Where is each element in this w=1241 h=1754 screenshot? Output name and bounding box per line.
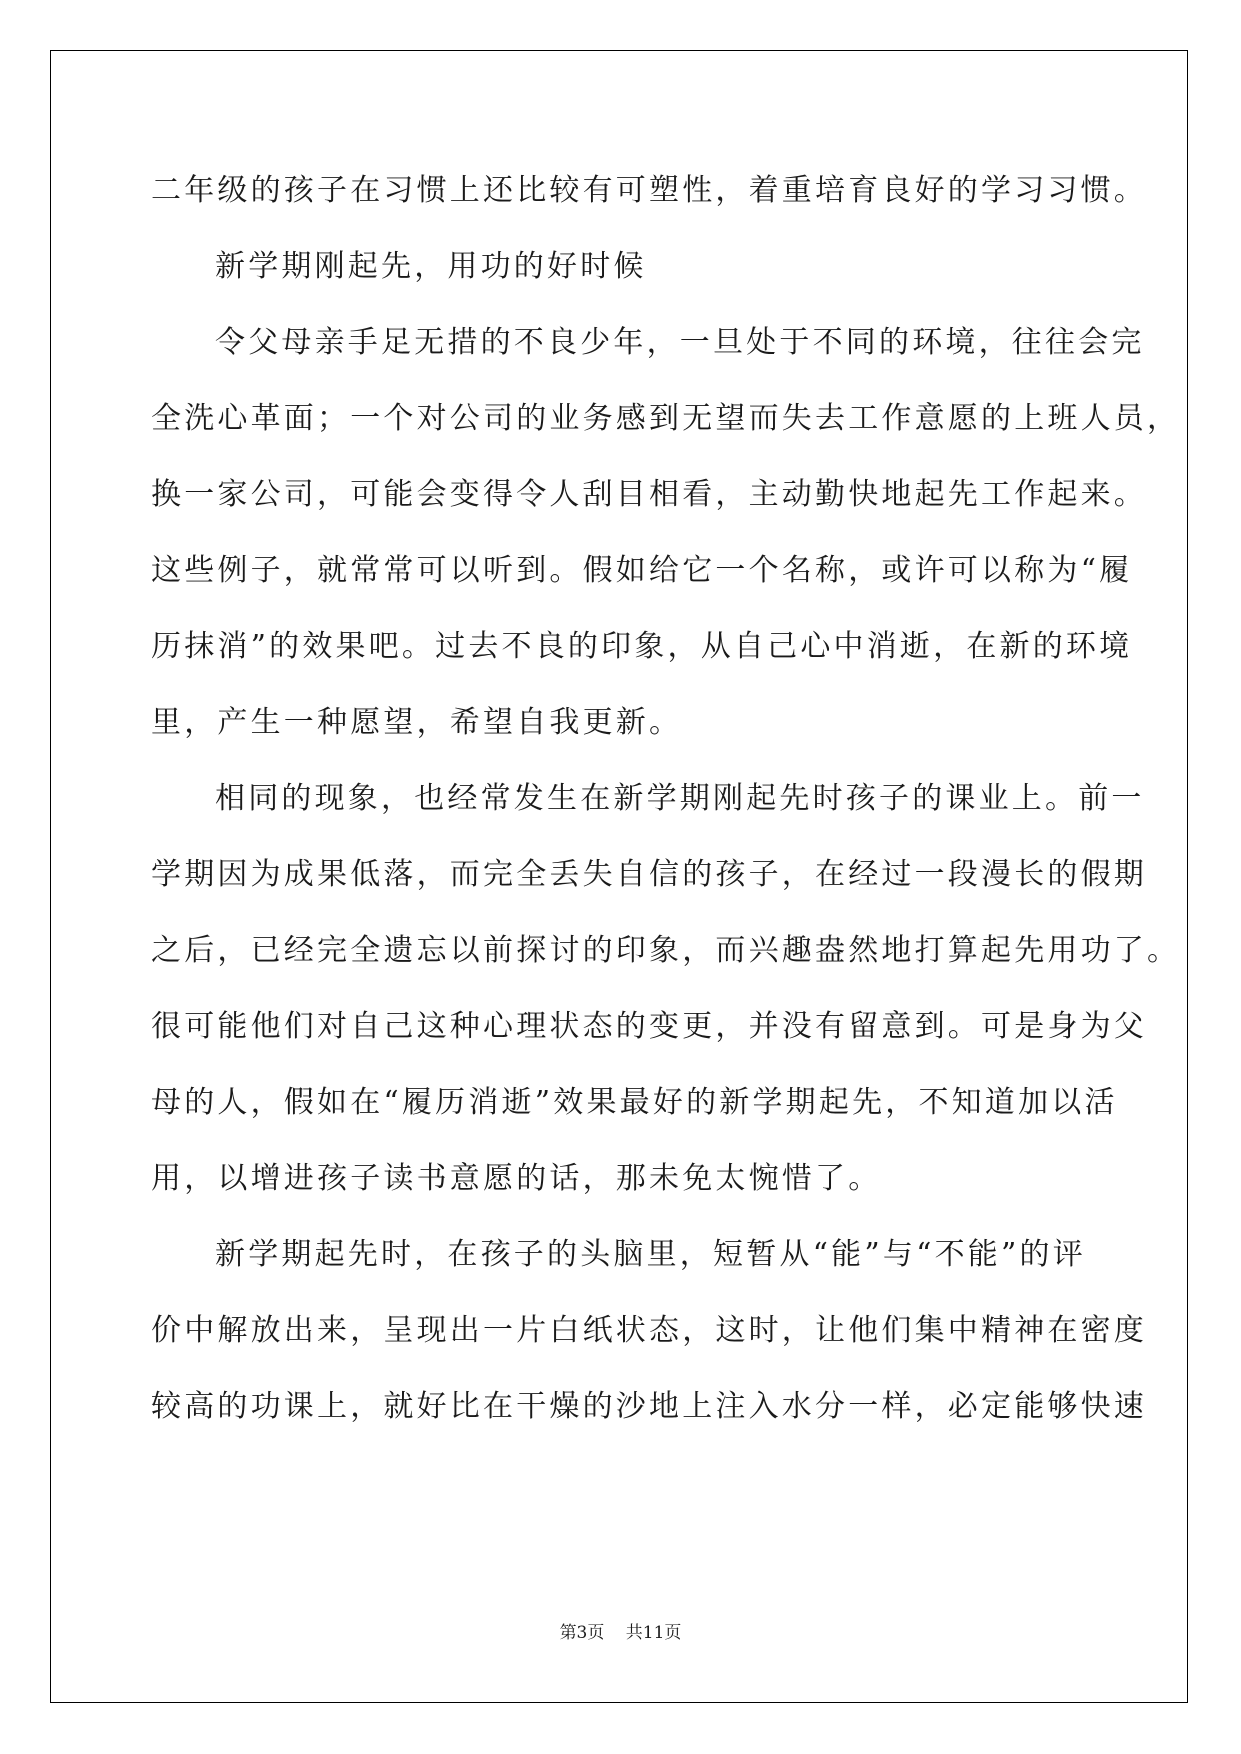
text-line: 二年级的孩子在习惯上还比较有可塑性，着重培育良好的学习习惯。 — [151, 173, 1147, 208]
text-line: 价中解放出来，呈现出一片白纸状态，这时，让他们集中精神在密度 — [151, 1313, 1147, 1348]
text-line: 之后，已经完全遗忘以前探讨的印象，而兴趣盎然地打算起先用功了。 — [151, 933, 1181, 968]
text-line: 新学期刚起先，用功的好时候 — [215, 249, 647, 284]
page-total: 共11页 — [625, 1623, 682, 1643]
page-number: 第3页 — [559, 1623, 605, 1643]
text-line: 很可能他们对自己这种心理状态的变更，并没有留意到。可是身为父 — [151, 1009, 1147, 1044]
text-line: 学期因为成果低落，而完全丢失自信的孩子，在经过一段漫长的假期 — [151, 857, 1147, 892]
text-line: 母的人，假如在“履历消逝”效果最好的新学期起先，不知道加以活 — [151, 1085, 1118, 1120]
text-line: 新学期起先时，在孩子的头脑里，短暂从“能”与“不能”的评 — [215, 1237, 1086, 1272]
text-line: 较高的功课上，就好比在干燥的沙地上注入水分一样，必定能够快速 — [151, 1389, 1147, 1424]
text-line: 全洗心革面；一个对公司的业务感到无望而失去工作意愿的上班人员， — [151, 401, 1181, 436]
text-line: 这些例子，就常常可以听到。假如给它一个名称，或许可以称为“履 — [151, 553, 1133, 588]
text-line: 相同的现象，也经常发生在新学期刚起先时孩子的课业上。前一 — [215, 781, 1145, 816]
text-line: 令父母亲手足无措的不良少年，一旦处于不同的环境，往往会完 — [215, 325, 1145, 360]
text-line: 换一家公司，可能会变得令人刮目相看，主动勤快地起先工作起来。 — [151, 477, 1147, 512]
text-line: 历抹消”的效果吧。过去不良的印象，从自己心中消逝，在新的环境 — [151, 629, 1133, 664]
text-line: 用，以增进孩子读书意愿的话，那未免太惋惜了。 — [151, 1161, 882, 1196]
page-footer — [0, 1618, 1241, 1643]
text-line: 里，产生一种愿望，希望自我更新。 — [151, 705, 683, 740]
document-body — [151, 153, 1181, 1445]
